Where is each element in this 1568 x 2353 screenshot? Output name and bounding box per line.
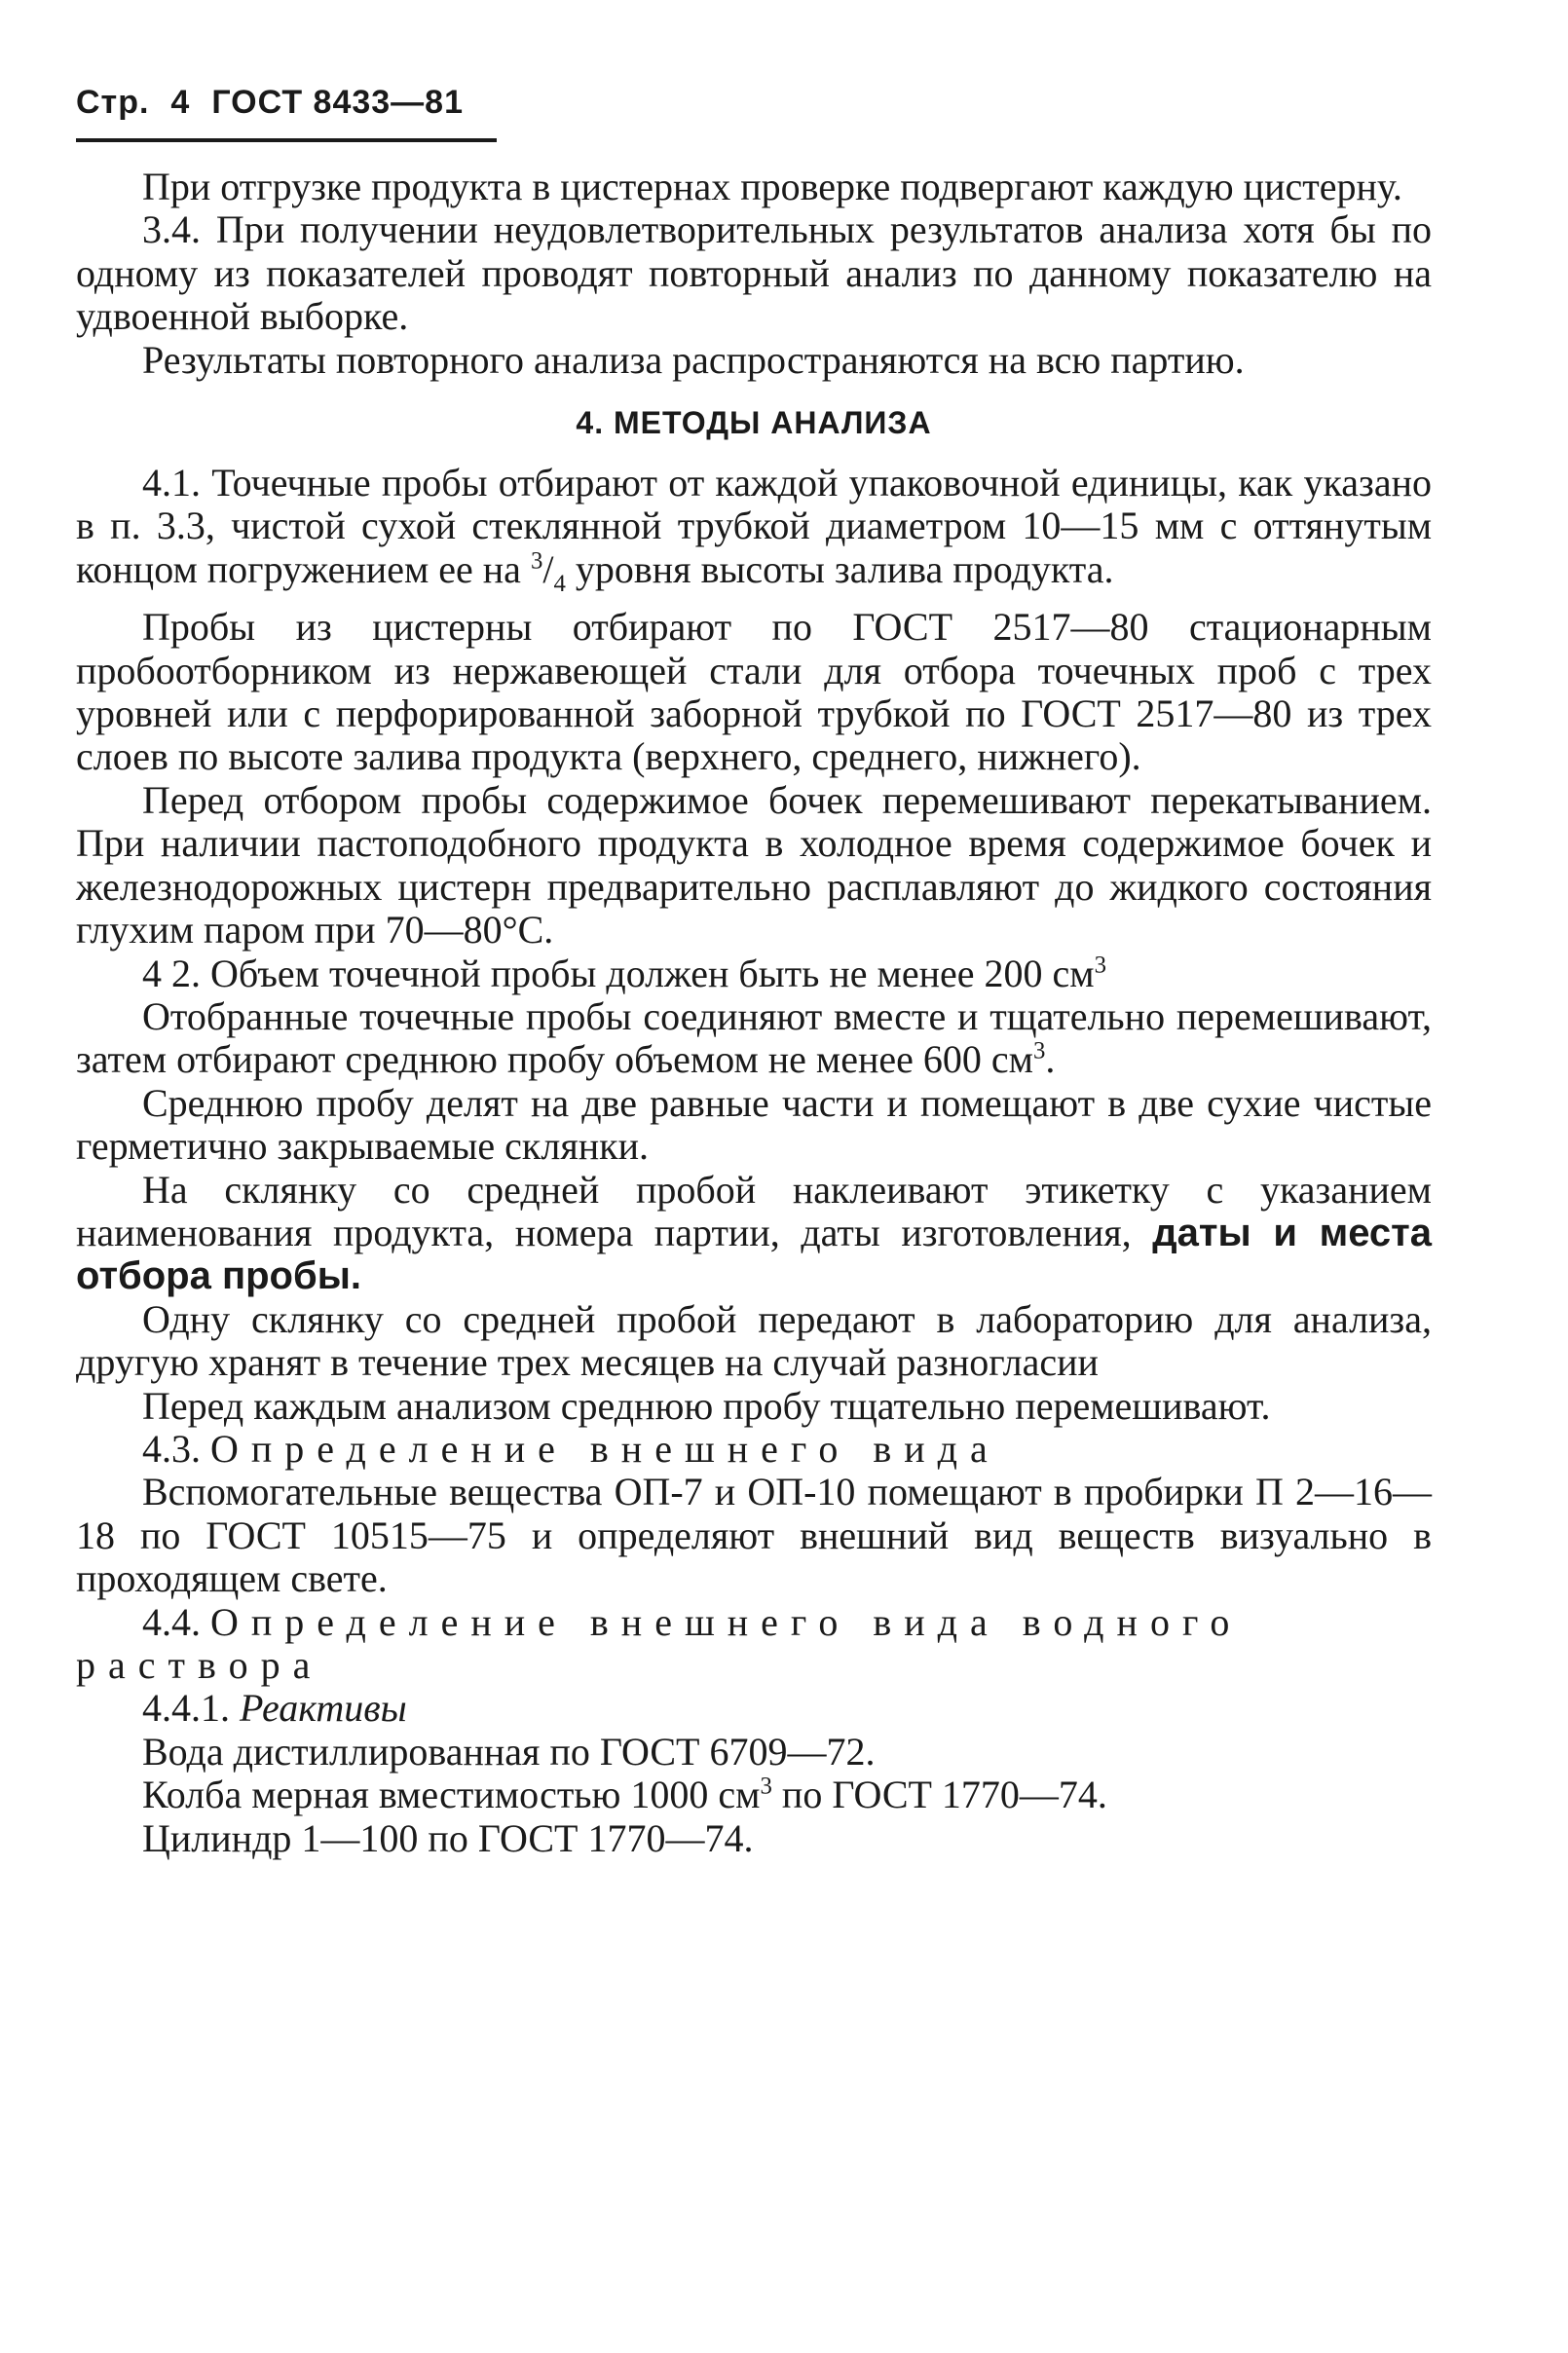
page-header — [76, 84, 485, 122]
standard-number: ГОСТ 8433—81 — [211, 84, 464, 121]
document-body — [76, 166, 1432, 1860]
paragraph-text: Колба мерная вместимостью 1000 см — [142, 1773, 761, 1817]
superscript: 3 — [760, 1773, 772, 1800]
paragraph: 4.1. Точечные пробы отбирают от каждой упаковочной единицы, как указано в п. 3.3, чистой сухой стеклянной трубкой диаметром 10—15 мм с оттянутым концом погружением ее на $^3/_4$ уровня высоты залива продукта. — [76, 461, 1432, 597]
paragraph: Результаты повторного анализа распространяются на всю партию. — [142, 337, 1245, 382]
paragraph — [76, 1169, 1432, 1298]
subsection-number: 4.4. — [142, 1599, 201, 1644]
subsection-number: 4.4.1. — [142, 1686, 230, 1731]
paragraph-text: по ГОСТ 1770—74. — [771, 1773, 1107, 1817]
paragraph: Цилиндр 1—100 по ГОСТ 1770—74. — [142, 1815, 754, 1860]
paragraph: 3.4. При получении неудовлетворительных результатов анализа хотя бы по одному из показателей проводят повторный анализ по данному показателю на удвоенной выборке. — [76, 207, 1432, 339]
subsection-title: Определение внешнего вида водного раствора — [76, 1599, 1243, 1687]
fraction-denominator: 4 — [553, 570, 566, 597]
paragraph-text: 4 2. Объем точечной пробы должен быть не менее 200 см — [142, 951, 1095, 995]
subsection-title: Определение внешнего вида — [210, 1426, 1000, 1471]
paragraph-text: 4.1. Точечные пробы отбирают от каждой упаковочной единицы, как указано в п. 3.3, чистой сухой стеклянной трубкой диаметром 10—15 мм с оттянутым концом погружением ее на — [76, 461, 1432, 591]
paragraph: Перед отбором пробы содержимое бочек перемешивают перекатыванием. При наличии пастоподобного продукта в холодное время содержимое бочек и железнодорожных цистерн предварительно расплавляют до жидкого состояния глухим паром при 70—80°С. — [76, 777, 1432, 952]
bold-text: даты и места отбора пробы. — [76, 1211, 1432, 1298]
section-title: 4. МЕТОДЫ АНАЛИЗА — [576, 405, 932, 441]
page-label: Стр. — [76, 84, 150, 121]
superscript: 3 — [1094, 952, 1106, 979]
paragraph-text: Отобранные точечные пробы соединяют вместе и тщательно перемешивают, затем отбирают среднюю пробу объемом не менее 600 см — [76, 993, 1432, 1082]
paragraph-text: уровня высоты залива продукта. — [565, 546, 1114, 591]
paragraph: Одну склянку со средней пробой передают в лабораторию для анализа, другую хранят в течение трех месяцев на случай разногласии — [76, 1296, 1432, 1385]
paragraph: Пробы из цистерны отбирают по ГОСТ 2517—80 стационарным пробоотборником из нержавеющей стали для отбора точечных проб с трех уровней или с перфорированной заборной трубкой по ГОСТ 2517—80 из трех слоев по высоте залива продукта (верхнего, среднего, нижнего). — [76, 605, 1432, 779]
paragraph — [76, 995, 1432, 1082]
subsection-number: 4.3. — [142, 1426, 201, 1471]
paragraph: Вода дистиллированная по ГОСТ 6709—72. — [142, 1729, 876, 1774]
paragraph: Вспомогательные вещества ОП-7 и ОП-10 помещают в пробирки П 2—16—18 по ГОСТ 10515—75 и определяют внешний вид веществ визуально в проходящем свете. — [76, 1470, 1432, 1601]
header-rule — [76, 138, 497, 142]
subsection-title: Реактивы — [240, 1686, 407, 1731]
paragraph: При отгрузке продукта в цистернах проверке подвергают каждую цистерну. — [142, 165, 1402, 208]
subsection-heading — [76, 1428, 1432, 1471]
superscript: 3 — [1032, 1037, 1046, 1064]
subsection-heading — [76, 1687, 1432, 1730]
paragraph-text: . — [1045, 1037, 1056, 1082]
paragraph: Среднюю пробу делят на две равные части и помещают в две сухие чистые герметично закрываемые склянки. — [76, 1080, 1432, 1169]
paragraph-text: На склянку со средней пробой наклеивают этикетку с указанием наименования продукта, номера партии, даты изготовления, — [76, 1167, 1432, 1254]
subsection-heading — [76, 1601, 1432, 1688]
fraction-numerator: 3 — [530, 547, 543, 575]
paragraph — [76, 1774, 1432, 1816]
paragraph — [76, 952, 1432, 995]
page-number: 4 — [170, 84, 191, 121]
paragraph: Перед каждым анализом среднюю пробу тщательно перемешивают. — [142, 1383, 1271, 1428]
